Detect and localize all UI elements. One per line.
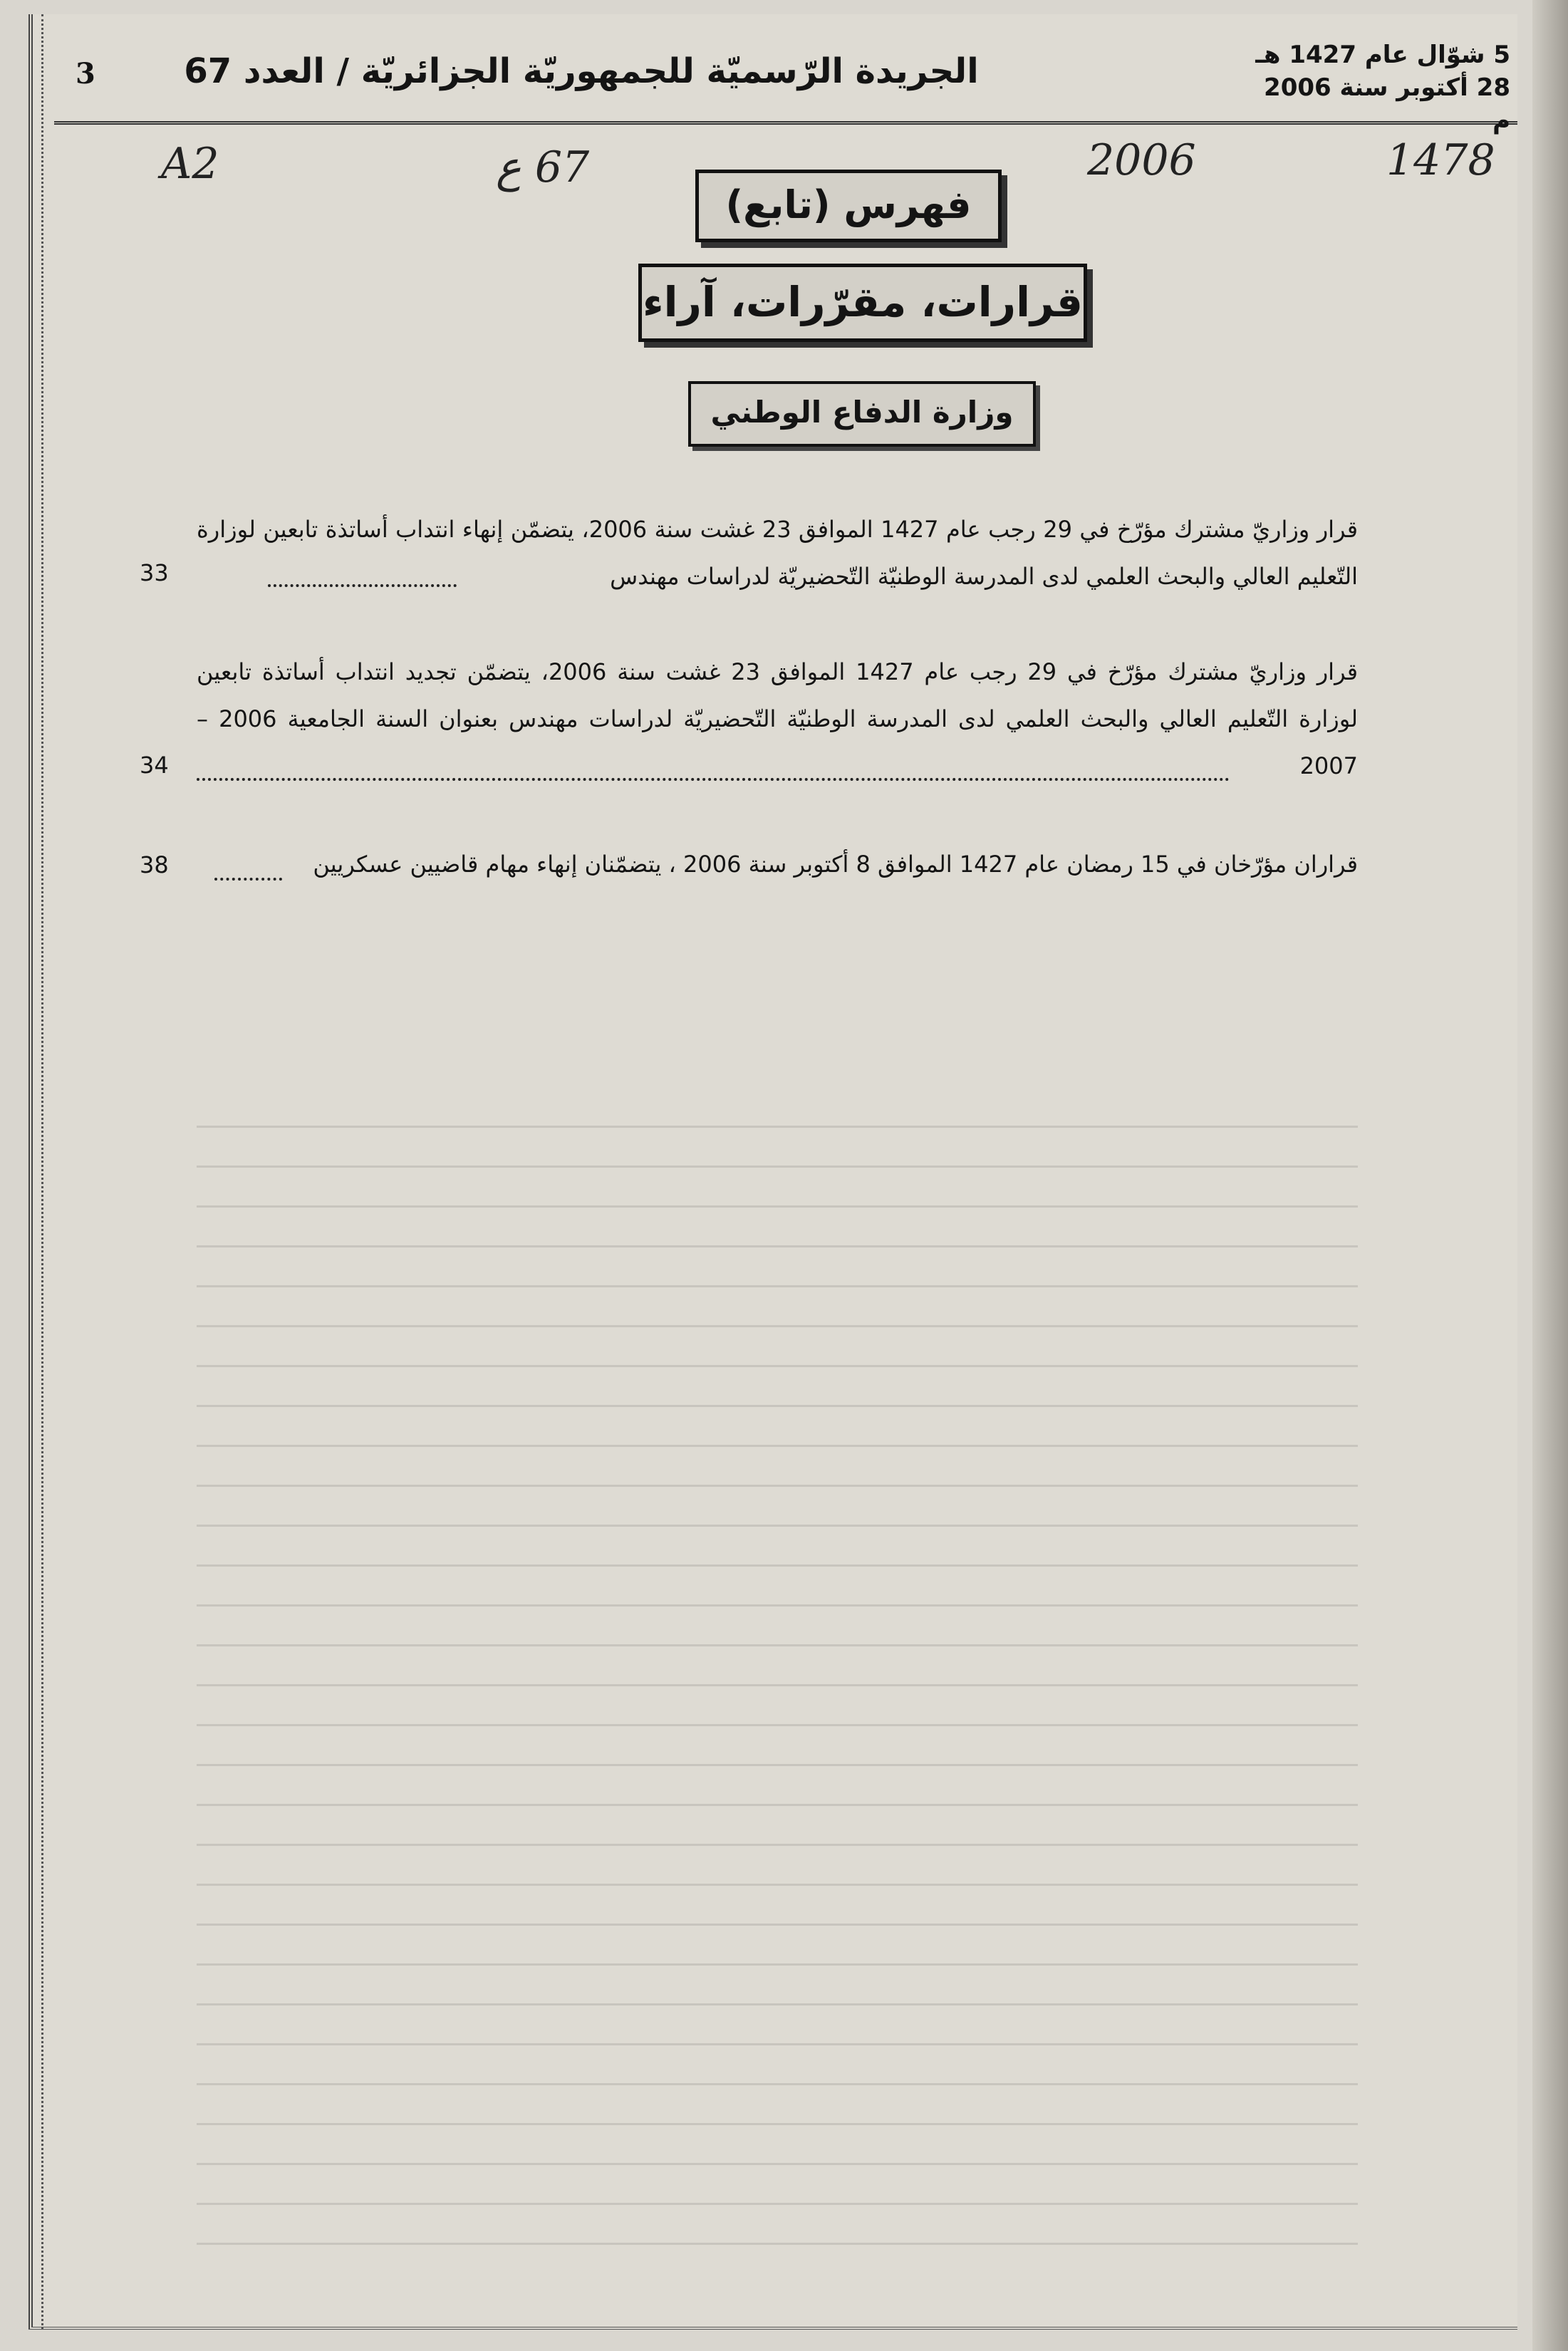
index-title-box: فهرس (تابع) xyxy=(695,170,1002,242)
page-number: 3 xyxy=(76,57,95,90)
margin-rule xyxy=(41,14,46,2330)
handwritten-ref: 1478 xyxy=(1386,135,1495,185)
newspaper-page xyxy=(28,14,1517,2330)
handwritten-year: 2006 xyxy=(1087,135,1196,185)
page-fold-shadow xyxy=(1532,0,1568,2351)
entry-page-number: 34 xyxy=(140,752,169,779)
header-date xyxy=(1254,38,1517,137)
date-gregorian: 28 أكتوبر سنة 2006 م xyxy=(1264,73,1510,135)
index-entry-2: قرار وزاريّ مشترك مؤرّخ في 29 رجب عام 1427 الموافق 23 غشت سنة 2006، يتضمّن تجديد انتداب أساتذة تابعين لوزارة التّعليم العالي والبحث العلمي لدى المدرسة الوطنيّة التّحضيريّة لدراسات مهندس بعنوان السنة الجامعية 2006 – 2007 xyxy=(197,658,1359,779)
page-header xyxy=(54,36,1517,135)
ministry-title-box: وزارة الدفاع الوطني xyxy=(688,381,1036,447)
handwritten-issue: 67 ع xyxy=(496,142,590,192)
leader-dots xyxy=(214,878,282,881)
bleed-through-texture xyxy=(197,1126,1358,2266)
index-entry-3: قراران مؤرّخان في 15 رمضان عام 1427 الموافق 8 أكتوبر سنة 2006 ، يتضمّنان إنهاء مهام قاضيين عسكريين xyxy=(313,851,1358,878)
index-entry-1: قرار وزاريّ مشترك مؤرّخ في 29 رجب عام 1427 الموافق 23 غشت سنة 2006، يتضمّن إنهاء انتداب أساتذة تابعين لوزارة التّعليم العالي والبحث العلمي لدى المدرسة الوطنيّة التّحضيريّة لدراسات مهندس xyxy=(197,516,1359,590)
leader-dots xyxy=(197,778,1230,781)
handwritten-code: A2 xyxy=(161,139,219,189)
date-hijri: 5 شوّال عام 1427 هـ xyxy=(1255,41,1510,69)
category-title-box: قرارات، مقرّرات، آراء xyxy=(638,264,1087,342)
gazette-title: الجريدة الرّسميّة للجمهوريّة الجزائريّة / العدد 67 xyxy=(184,51,979,91)
entry-page-number: 38 xyxy=(140,851,169,878)
entry-page-number: 33 xyxy=(140,559,169,586)
leader-dots xyxy=(268,584,457,587)
